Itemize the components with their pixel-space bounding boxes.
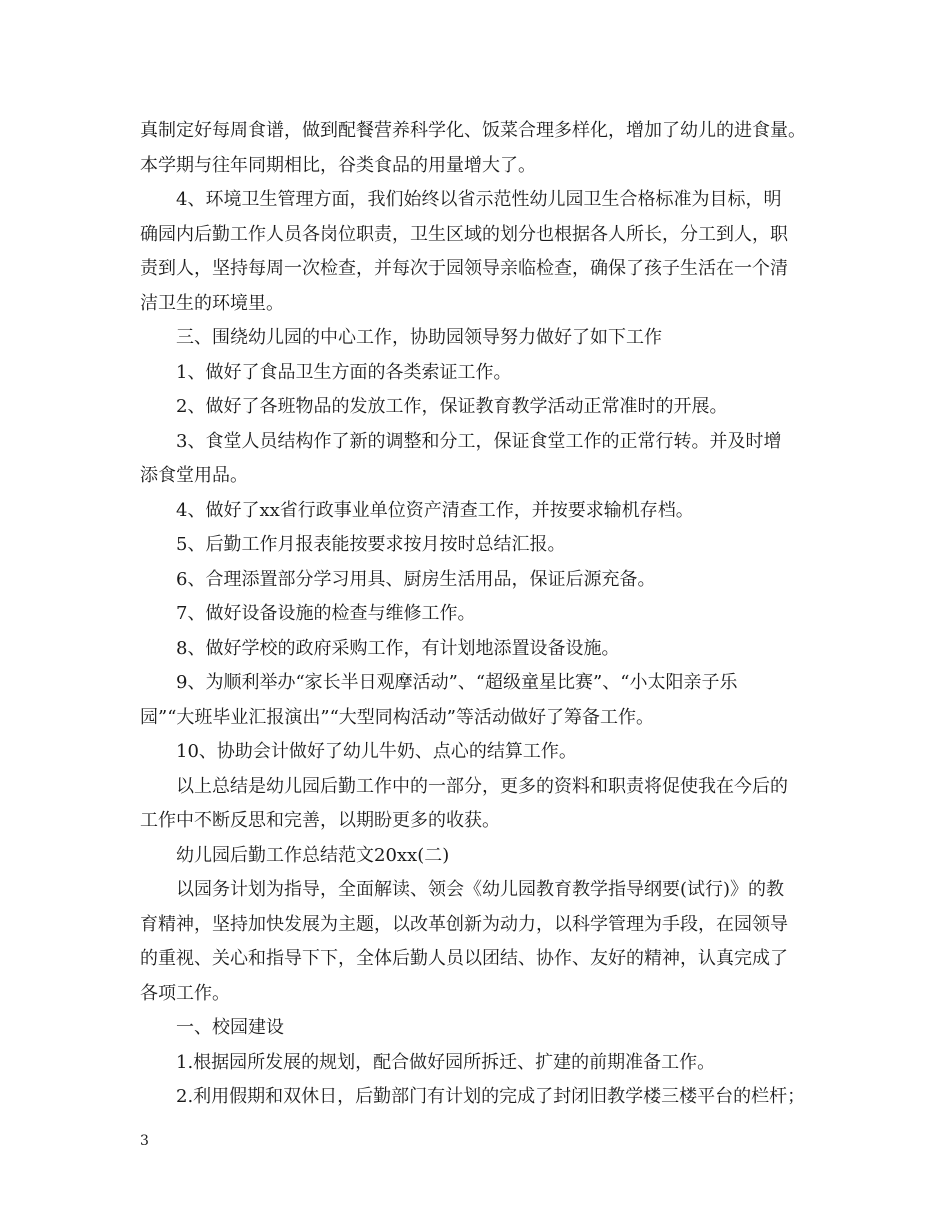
- text-line: 以上总结是幼儿园后勤工作中的一部分，更多的资料和职责将促使我在今后的: [176, 775, 788, 797]
- text-line: 2.利用假期和双休日，后勤部门有计划的完成了封闭旧教学楼三楼平台的栏杆；: [176, 1086, 806, 1107]
- text-line: 育精神，坚持加快发展为主题，以改革创新为动力，以科学管理为手段，在园领导: [140, 913, 788, 935]
- text-line: 9、为顺利举办“家长半日观摩活动”、“超级童星比赛”、“小太阳亲子乐: [176, 672, 738, 693]
- text-line: 2、做好了各班物品的发放工作，保证教育教学活动正常准时的开展。: [176, 396, 728, 417]
- text-line: 5、后勤工作月报表能按要求按月按时总结汇报。: [176, 534, 566, 555]
- text-line: 4、做好了xx省行政事业单位资产清查工作，并按要求输机存档。: [176, 499, 694, 521]
- text-line: 工作中不断反思和完善，以期盼更多的收获。: [140, 810, 500, 831]
- text-line: 洁卫生的环境里。: [140, 292, 284, 314]
- text-line: 3、食堂人员结构作了新的调整和分工，保证食堂工作的正常行转。并及时增: [176, 430, 782, 452]
- text-line: 确园内后勤工作人员各岗位职责，卫生区域的划分也根据各人所长，分工到人，职: [140, 223, 788, 245]
- text-line: 1、做好了食品卫生方面的各类索证工作。: [176, 361, 512, 383]
- text-line: 幼儿园后勤工作总结范文20xx(二): [176, 844, 450, 866]
- text-line: 责到人，坚持每周一次检查，并每次于园领导亲临检查，确保了孩子生活在一个清: [140, 258, 788, 279]
- text-line: 10、协助会计做好了幼儿牛奶、点心的结算工作。: [176, 741, 577, 762]
- document-body: [140, 114, 830, 1115]
- text-line: 4、环境卫生管理方面，我们始终以省示范性幼儿园卫生合格标准为目标，明: [176, 189, 782, 210]
- text-line: 7、做好设备设施的检查与维修工作。: [176, 603, 476, 624]
- text-line: 真制定好每周食谱，做到配餐营养科学化、饭菜合理多样化，增加了幼儿的进食量。: [140, 120, 806, 141]
- text-line: 添食堂用品。: [140, 465, 248, 486]
- text-line: 8、做好学校的政府采购工作，有计划地添置设备设施。: [176, 637, 620, 659]
- text-line: 各项工作。: [140, 982, 230, 1004]
- text-line: 以园务计划为指导，全面解读、领会《幼儿园教育教学指导纲要(试行)》的教: [176, 879, 785, 900]
- page-number: 3: [140, 1133, 149, 1149]
- text-line: 1.根据园所发展的规划，配合做好园所拆迁、扩建的前期准备工作。: [176, 1051, 716, 1073]
- text-line: 本学期与往年同期相比，谷类食品的用量增大了。: [140, 154, 536, 176]
- text-line: 三、围绕幼儿园的中心工作，协助园领导努力做好了如下工作: [176, 327, 662, 348]
- text-line: 一、校园建设: [176, 1017, 284, 1038]
- text-line: 6、合理添置部分学习用具、厨房生活用品，保证后源充备。: [176, 568, 656, 590]
- text-line: 园”“大班毕业汇报演出”“大型同构活动”等活动做好了筹备工作。: [140, 706, 655, 728]
- text-line: 的重视、关心和指导下下，全体后勤人员以团结、协作、友好的精神，认真完成了: [140, 948, 788, 969]
